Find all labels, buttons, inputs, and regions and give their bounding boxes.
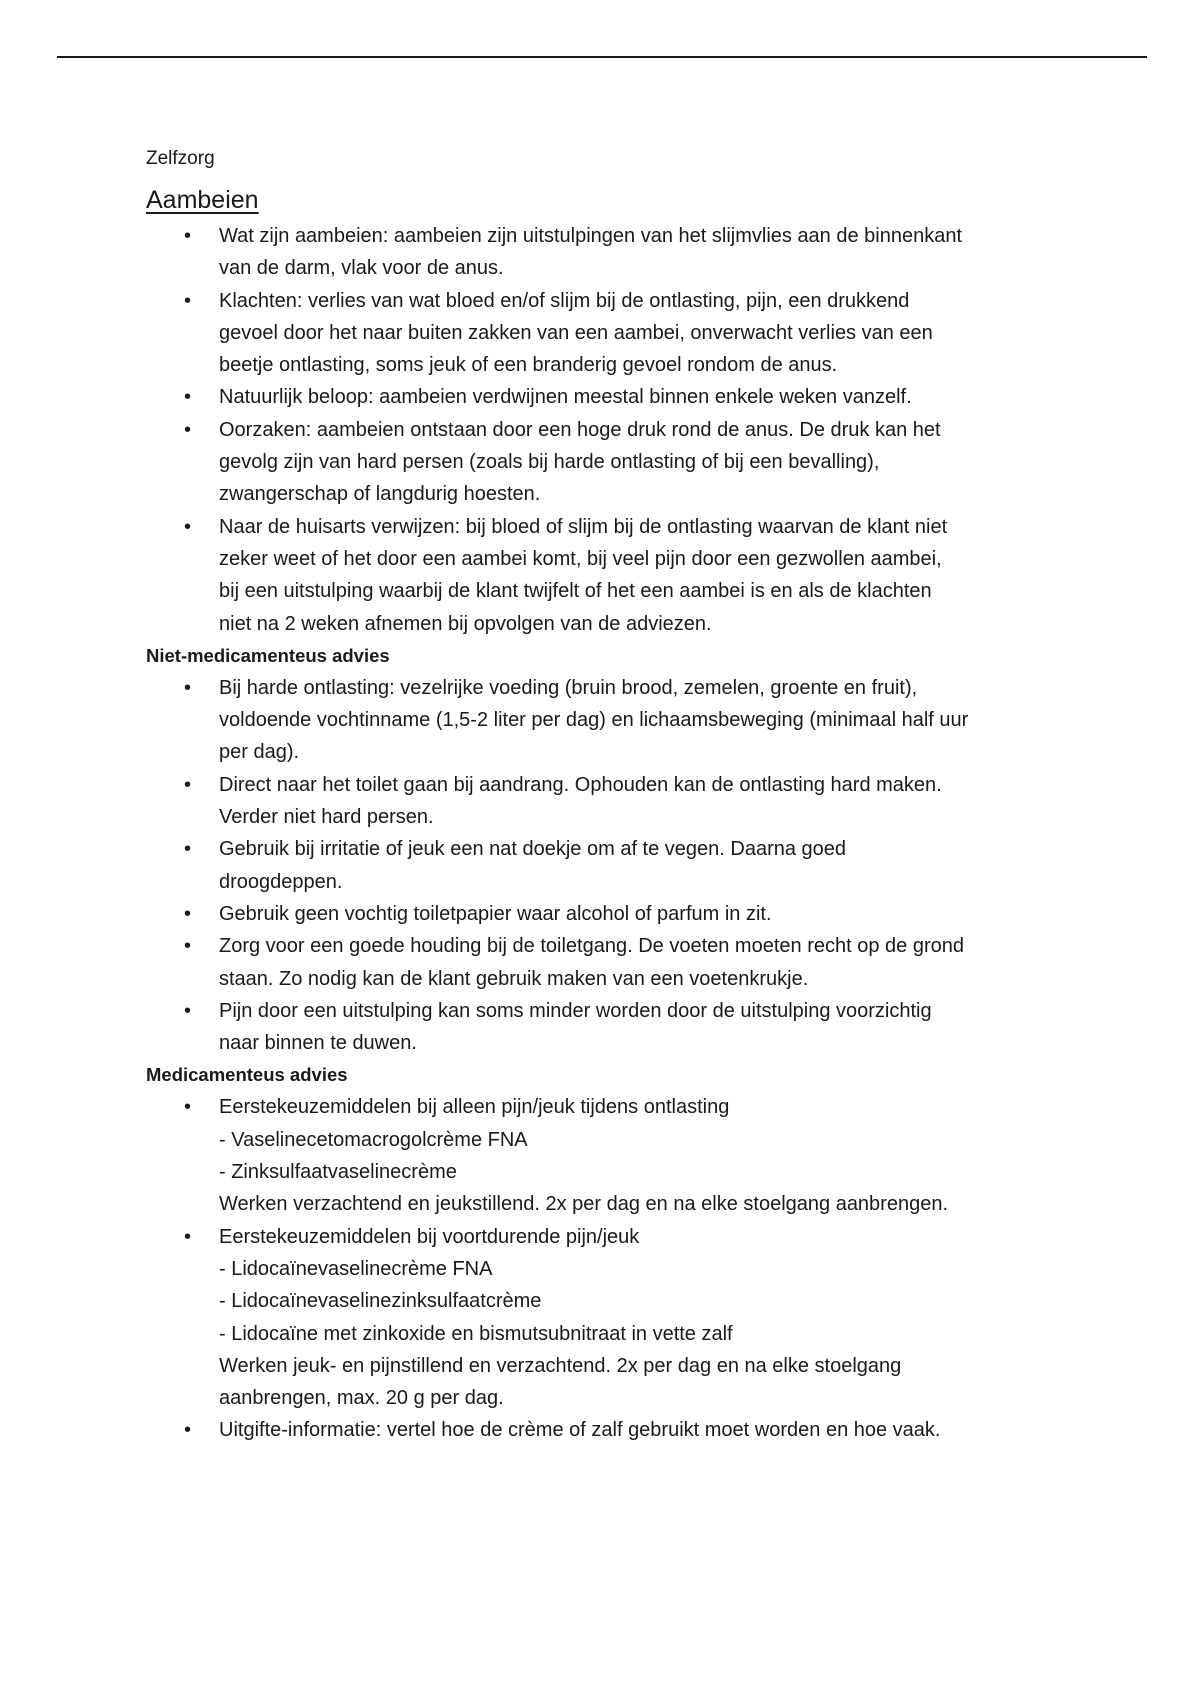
list-item-line: Werken verzachtend en jeukstillend. 2x per dag en na elke stoelgang aanbrengen.: [219, 1193, 949, 1216]
list-item-line: Werken jeuk- en pijnstillend en verzachtend. 2x per dag en na elke stoelgang: [219, 1354, 902, 1377]
list-item-line: Uitgifte-informatie: vertel hoe de crème of zalf gebruikt moet worden en hoe vaak.: [219, 1419, 941, 1442]
list-item: [146, 1091, 1066, 1220]
bullet-icon: •: [184, 418, 192, 441]
list-item-line: staan. Zo nodig kan de klant gebruik maken van een voetenkrukje.: [219, 967, 809, 990]
list-item: [146, 1414, 1066, 1446]
list-item-line: - Lidocaïnevaselinecrème FNA: [219, 1257, 493, 1280]
list-item: [146, 285, 1066, 382]
header-label: Zelfzorg: [146, 148, 215, 169]
non-med-list: [146, 672, 1066, 1060]
bullet-icon: •: [184, 999, 192, 1022]
list-item: [146, 833, 1066, 898]
section-title: Aambeien: [146, 186, 259, 214]
list-item-line: aanbrengen, max. 20 g per dag.: [219, 1387, 504, 1410]
list-item: [146, 1221, 1066, 1415]
bullet-icon: •: [184, 289, 192, 312]
list-item-line: droogdeppen.: [219, 870, 343, 893]
list-item-line: Naar de huisarts verwijzen: bij bloed of slijm bij de ontlasting waarvan de klant niet: [219, 515, 948, 538]
bullet-icon: •: [184, 838, 192, 861]
list-item-line: per dag).: [219, 741, 300, 764]
med-heading: Medicamenteus advies: [146, 1064, 348, 1086]
list-item-line: - Zinksulfaatvaselinecrème: [219, 1161, 457, 1184]
list-item: [146, 381, 1066, 413]
list-item-line: Pijn door een uitstulping kan soms minder worden door de uitstulping voorzichtig: [219, 999, 932, 1022]
list-item: [146, 930, 1066, 995]
list-item-line: Klachten: verlies van wat bloed en/of slijm bij de ontlasting, pijn, een drukkend: [219, 289, 910, 312]
list-item-line: - Vaselinecetomacrogolcrème FNA: [219, 1128, 528, 1151]
bullet-icon: •: [184, 515, 192, 538]
header-rule: [57, 56, 1147, 58]
bullet-icon: •: [184, 676, 192, 699]
bullet-icon: •: [184, 1225, 192, 1248]
non-med-heading: Niet-medicamenteus advies: [146, 644, 390, 666]
list-item-line: Natuurlijk beloop: aambeien verdwijnen meestal binnen enkele weken vanzelf.: [219, 386, 912, 409]
list-item-line: van de darm, vlak voor de anus.: [219, 257, 504, 280]
list-item: [146, 898, 1066, 930]
bullet-icon: •: [184, 1419, 192, 1442]
list-item-line: zeker weet of het door een aambei komt, bij veel pijn door een gezwollen aambei,: [219, 547, 942, 570]
list-item-line: naar binnen te duwen.: [219, 1032, 417, 1055]
med-list: [146, 1091, 1066, 1446]
list-item-line: Gebruik bij irritatie of jeuk een nat doekje om af te vegen. Daarna goed: [219, 838, 847, 861]
list-item-line: niet na 2 weken afnemen bij opvolgen van de adviezen.: [219, 612, 712, 635]
list-item-line: Eerstekeuzemiddelen bij alleen pijn/jeuk tijdens ontlasting: [219, 1096, 730, 1119]
bullet-icon: •: [184, 386, 192, 409]
list-item-line: Direct naar het toilet gaan bij aandrang. Ophouden kan de ontlasting hard maken.: [219, 773, 942, 796]
list-item-line: voldoende vochtinname (1,5-2 liter per dag) en lichaamsbeweging (minimaal half uur: [219, 709, 969, 732]
document-page: [146, 140, 1066, 1447]
list-item-line: gevoel door het naar buiten zakken van een aambei, onverwacht verlies van een: [219, 321, 933, 344]
list-item: [146, 220, 1066, 285]
list-item-line: Eerstekeuzemiddelen bij voortdurende pijn/jeuk: [219, 1225, 640, 1248]
bullet-icon: •: [184, 1096, 192, 1119]
list-item-line: Zorg voor een goede houding bij de toiletgang. De voeten moeten recht op de grond: [219, 935, 964, 958]
bullet-icon: •: [184, 225, 192, 247]
list-item-line: Wat zijn aambeien: aambeien zijn uitstulpingen van het slijmvlies aan de binnenkant: [219, 225, 963, 247]
bullet-icon: •: [184, 902, 192, 925]
list-item-line: Gebruik geen vochtig toiletpapier waar alcohol of parfum in zit.: [219, 902, 772, 925]
list-item-line: zwangerschap of langdurig hoesten.: [219, 483, 541, 506]
list-item: [146, 769, 1066, 834]
list-item: [146, 414, 1066, 511]
list-item-line: gevolg zijn van hard persen (zoals bij harde ontlasting of bij een bevalling),: [219, 451, 880, 474]
list-item: [146, 672, 1066, 769]
list-item-line: bij een uitstulping waarbij de klant twijfelt of het een aambei is en als de klachten: [219, 580, 932, 603]
list-item: [146, 995, 1066, 1060]
list-item-line: - Lidocaïnevaselinezinksulfaatcrème: [219, 1290, 542, 1313]
list-item-line: Verder niet hard persen.: [219, 806, 434, 829]
intro-list: [146, 220, 1066, 640]
bullet-icon: •: [184, 935, 192, 958]
list-item: [146, 511, 1066, 640]
list-item-line: beetje ontlasting, soms jeuk of een branderig gevoel rondom de anus.: [219, 354, 838, 377]
list-item-line: - Lidocaïne met zinkoxide en bismutsubnitraat in vette zalf: [219, 1322, 733, 1345]
bullet-icon: •: [184, 773, 192, 796]
list-item-line: Bij harde ontlasting: vezelrijke voeding (bruin brood, zemelen, groente en fruit),: [219, 676, 918, 699]
list-item-line: Oorzaken: aambeien ontstaan door een hoge druk rond de anus. De druk kan het: [219, 418, 941, 441]
